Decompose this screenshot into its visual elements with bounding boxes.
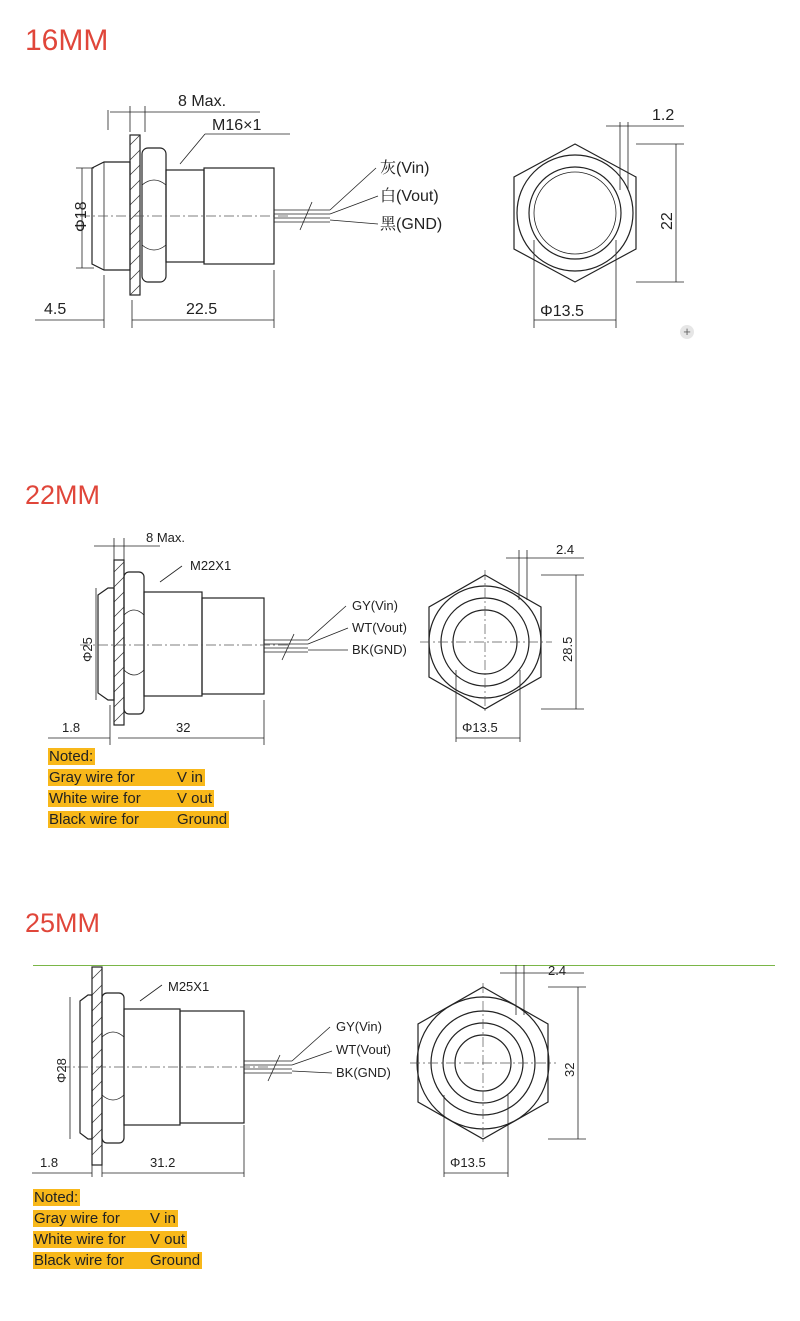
dim-front-dia: Φ13.5 bbox=[462, 720, 498, 735]
diagram-25mm bbox=[0, 955, 800, 1180]
section-title-25mm: 25MM bbox=[25, 908, 101, 938]
note-value-vout: V out bbox=[177, 790, 213, 807]
notes-title: Noted: bbox=[34, 1189, 79, 1206]
mounting-panel bbox=[114, 560, 124, 725]
note-value-ground: Ground bbox=[150, 1252, 201, 1269]
wire-label-vout: WT(Vout) bbox=[352, 620, 407, 635]
wire-bundle bbox=[244, 1027, 332, 1081]
note-label-black: Black wire for bbox=[49, 811, 140, 828]
note-value-vout: V out bbox=[150, 1231, 186, 1248]
dim-max: 8 Max. bbox=[178, 93, 227, 110]
section-title-22mm: 22MM bbox=[25, 480, 101, 510]
dim-length: 31.2 bbox=[150, 1155, 176, 1170]
dim-diameter: Φ25 bbox=[80, 637, 95, 662]
threaded-body bbox=[144, 592, 202, 696]
dim-front-dia: Φ13.5 bbox=[540, 303, 584, 320]
wire-label-gnd: 黑(GND) bbox=[380, 216, 443, 233]
wire-label-gnd: BK(GND) bbox=[352, 642, 407, 657]
note-label-white: White wire for bbox=[34, 1231, 126, 1248]
dim-height: 32 bbox=[562, 1062, 577, 1077]
dim-top: 2.4 bbox=[548, 963, 567, 978]
dim-height: 22 bbox=[659, 212, 676, 230]
dim-top: 2.4 bbox=[556, 542, 575, 557]
wire-label-vout: WT(Vout) bbox=[336, 1042, 391, 1057]
wire-label-vin: GY(Vin) bbox=[352, 598, 398, 613]
wire-bundle bbox=[274, 168, 378, 230]
note-label-gray: Gray wire for bbox=[49, 769, 135, 786]
nut bbox=[102, 993, 124, 1143]
dim-thread: M16×1 bbox=[212, 117, 262, 134]
dim-flange: 4.5 bbox=[44, 301, 67, 318]
nut bbox=[142, 148, 166, 282]
dim-thread: M25X1 bbox=[168, 979, 210, 994]
dim-front-dia: Φ13.5 bbox=[450, 1155, 486, 1170]
dim-flange: 1.8 bbox=[40, 1155, 59, 1170]
wire-notes-22mm bbox=[48, 746, 229, 830]
note-value-ground: Ground bbox=[177, 811, 228, 828]
section-title-16mm: 16MM bbox=[25, 24, 109, 57]
notes-title: Noted: bbox=[49, 748, 94, 765]
wire-bundle bbox=[264, 606, 348, 660]
diagram-22mm bbox=[0, 520, 800, 745]
mounting-panel bbox=[92, 967, 102, 1165]
dim-top: 1.2 bbox=[652, 107, 675, 124]
note-label-gray: Gray wire for bbox=[34, 1210, 120, 1227]
dim-length: 22.5 bbox=[186, 301, 218, 318]
front-view-25mm bbox=[410, 963, 586, 1177]
note-label-white: White wire for bbox=[49, 790, 141, 807]
dim-max: 8 Max. bbox=[146, 530, 186, 545]
dim-height: 28.5 bbox=[560, 636, 575, 662]
dim-thread: M22X1 bbox=[190, 558, 232, 573]
note-label-black: Black wire for bbox=[34, 1252, 125, 1269]
wire-label-vout: 白(Vout) bbox=[380, 188, 439, 205]
wire-label-vin: GY(Vin) bbox=[336, 1019, 382, 1034]
note-value-vin: V in bbox=[177, 769, 203, 786]
diagram-16mm bbox=[0, 80, 800, 330]
dim-diameter: Φ18 bbox=[73, 201, 90, 232]
dim-diameter: Φ28 bbox=[54, 1058, 69, 1083]
note-value-vin: V in bbox=[150, 1210, 176, 1227]
front-view-22mm bbox=[420, 542, 584, 742]
wire-label-vin: 灰(Vin) bbox=[380, 160, 430, 177]
nut bbox=[124, 572, 144, 714]
bezel bbox=[98, 588, 114, 700]
wire-notes-25mm bbox=[33, 1187, 202, 1271]
rear-body bbox=[202, 598, 264, 694]
front-view-16mm bbox=[514, 107, 684, 328]
dim-flange: 1.8 bbox=[62, 720, 81, 735]
plus-icon[interactable]: + bbox=[680, 325, 694, 339]
wire-label-gnd: BK(GND) bbox=[336, 1065, 391, 1080]
dim-length: 32 bbox=[176, 720, 191, 735]
